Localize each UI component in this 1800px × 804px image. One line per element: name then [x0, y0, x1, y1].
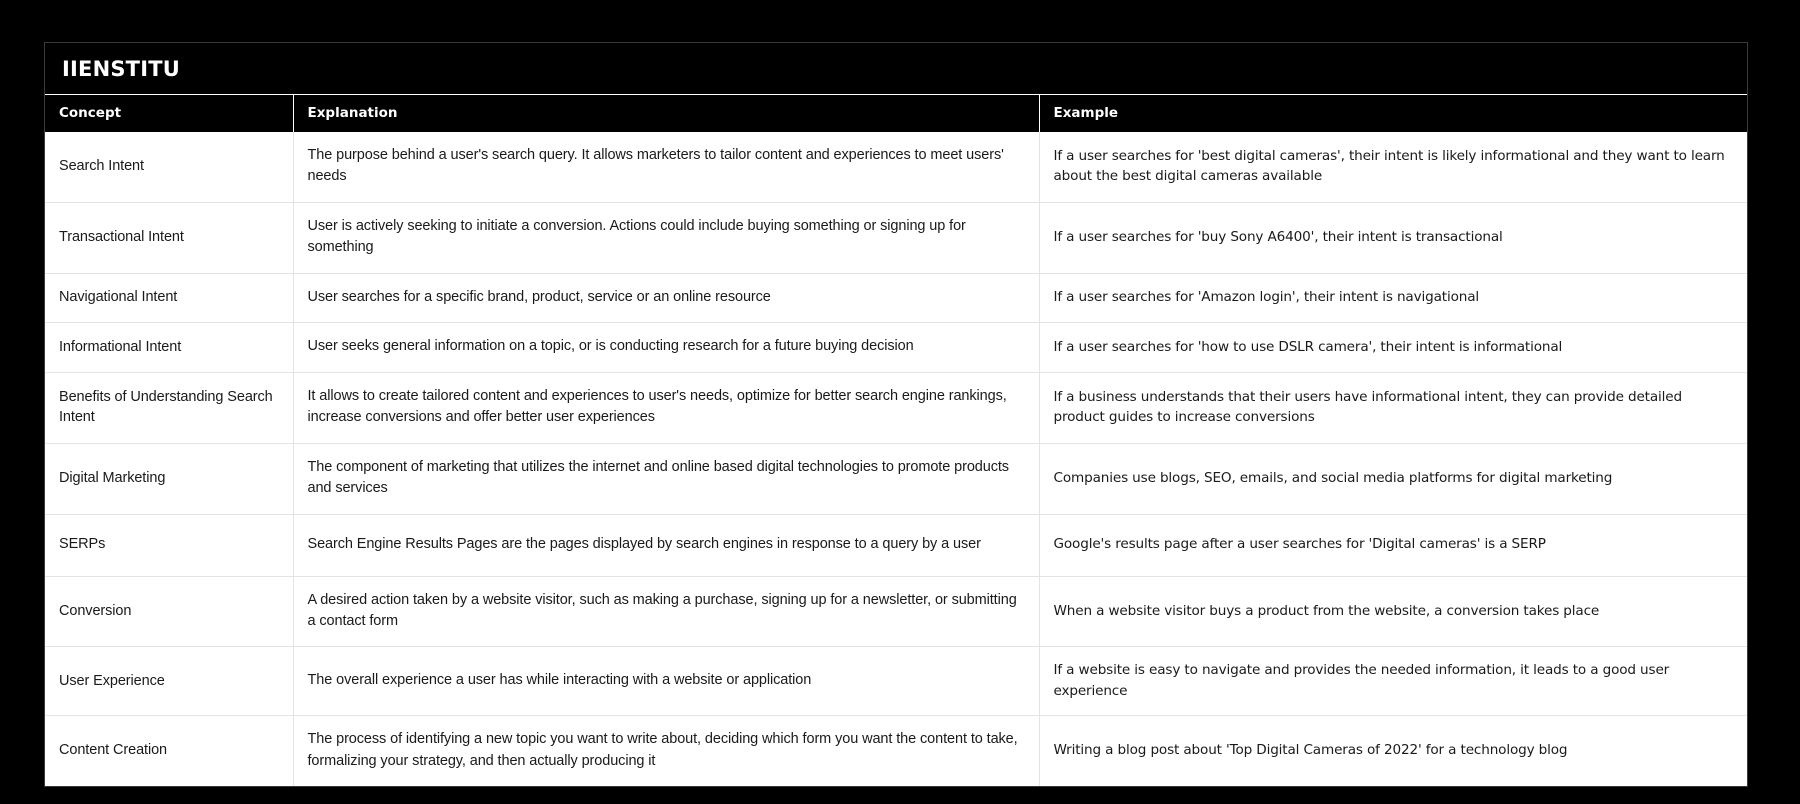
table-row [45, 716, 1747, 786]
cell-concept: Transactional Intent [45, 202, 293, 273]
cell-explanation: User searches for a specific brand, product, service or an online resource [293, 273, 1039, 322]
cell-concept: Benefits of Understanding Search Intent [45, 372, 293, 443]
cell-explanation: Search Engine Results Pages are the pages displayed by search engines in response to a query by a user [293, 514, 1039, 576]
cell-concept: Informational Intent [45, 323, 293, 372]
column-header-concept: Concept [45, 95, 293, 132]
cell-explanation: The purpose behind a user's search query. It allows marketers to tailor content and experiences to meet users' needs [293, 132, 1039, 202]
cell-explanation: It allows to create tailored content and experiences to user's needs, optimize for better search engine rankings, increase conversions and offer better user experiences [293, 372, 1039, 443]
table-header [45, 95, 1747, 132]
table-header-row [45, 95, 1747, 132]
cell-concept: Search Intent [45, 132, 293, 202]
table-row [45, 576, 1747, 647]
cell-explanation: The component of marketing that utilizes the internet and online based digital technologies to promote products and services [293, 443, 1039, 514]
cell-example: If a user searches for 'Amazon login', their intent is navigational [1039, 273, 1747, 322]
table-row [45, 647, 1747, 716]
cell-example: If a business understands that their users have informational intent, they can provide detailed product guides to increase conversions [1039, 372, 1747, 443]
cell-example: If a website is easy to navigate and provides the needed information, it leads to a good user experience [1039, 647, 1747, 716]
table-row [45, 514, 1747, 576]
table-row [45, 273, 1747, 322]
brand-header [45, 43, 1747, 95]
table-body [45, 132, 1747, 786]
table-row [45, 372, 1747, 443]
cell-example: When a website visitor buys a product from the website, a conversion takes place [1039, 576, 1747, 647]
cell-concept: Content Creation [45, 716, 293, 786]
table-row [45, 323, 1747, 372]
cell-example: Google's results page after a user searches for 'Digital cameras' is a SERP [1039, 514, 1747, 576]
cell-concept: Digital Marketing [45, 443, 293, 514]
cell-concept: Conversion [45, 576, 293, 647]
cell-example: If a user searches for 'buy Sony A6400', their intent is transactional [1039, 202, 1747, 273]
table-row [45, 443, 1747, 514]
cell-example: Writing a blog post about 'Top Digital Cameras of 2022' for a technology blog [1053, 742, 1568, 759]
cell-explanation: A desired action taken by a website visitor, such as making a purchase, signing up for a newsletter, or submitting a contact form [293, 576, 1039, 647]
table-row [45, 132, 1747, 202]
cell-explanation: The overall experience a user has while interacting with a website or application [293, 647, 1039, 716]
cell-concept: User Experience [45, 647, 293, 716]
cell-example: Companies use blogs, SEO, emails, and social media platforms for digital marketing [1039, 443, 1747, 514]
concept-table [45, 95, 1747, 786]
cell-example: If a user searches for 'how to use DSLR camera', their intent is informational [1039, 323, 1747, 372]
cell-explanation: The process of identifying a new topic you want to write about, deciding which form you want the content to take, formalizing your strategy, and then actually producing it [293, 716, 1039, 786]
cell-explanation: User seeks general information on a topic, or is conducting research for a future buying decision [293, 323, 1039, 372]
cell-concept: SERPs [45, 514, 293, 576]
column-header-explanation: Explanation [293, 95, 1039, 132]
column-header-example: Example [1039, 95, 1747, 132]
table-row [45, 202, 1747, 273]
brand-title: IIENSTITU [62, 56, 180, 81]
cell-concept: Navigational Intent [45, 273, 293, 322]
cell-example: If a user searches for 'best digital cameras', their intent is likely informational and they want to learn about the best digital cameras available [1039, 132, 1747, 202]
cell-explanation: User is actively seeking to initiate a conversion. Actions could include buying something or signing up for something [293, 202, 1039, 273]
concept-table-card [44, 42, 1748, 787]
